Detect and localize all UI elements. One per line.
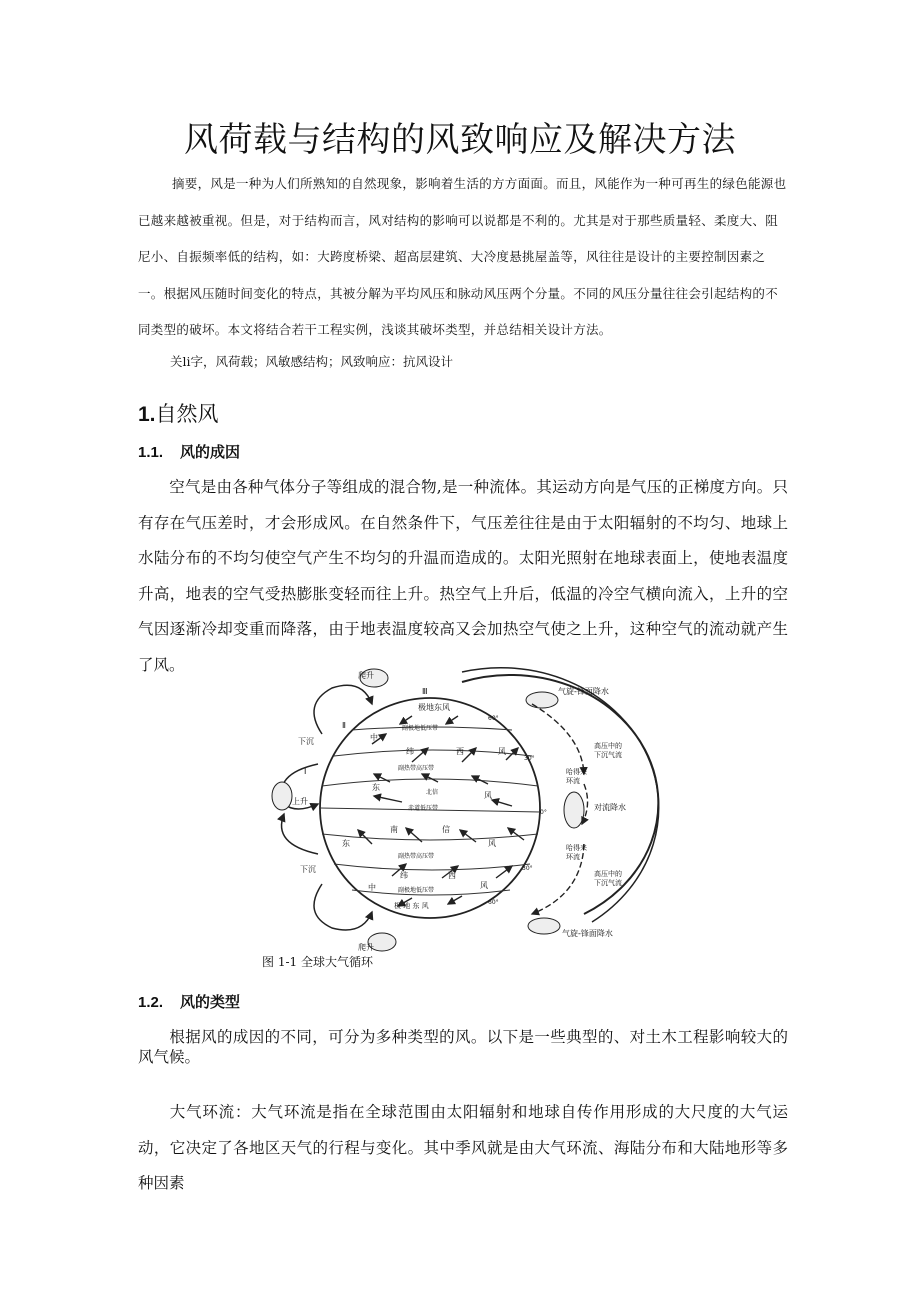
label-lat60-top: 60° (488, 715, 499, 722)
label-polar-east-top: 极地东风 (418, 703, 450, 712)
label-lat30-top: 30° (524, 755, 535, 762)
section-1-2-text-2: 大气环流：大气环流是指在全球范围由太阳辐射和地球自传作用形成的大尺度的大气运动，它决定了各地区天气的行程与变化。其中季风就是由大气环流、海陆分布和大陆地形等多种因素 (138, 1103, 788, 1192)
label-sink-top: 下沉 (298, 737, 314, 746)
label-nan: 南 (390, 825, 398, 834)
keywords: 关li字，风荷载；风敏感结构；风致响应：抗风设计 (170, 354, 453, 369)
label-subpolar-low-bottom: 副极地低压带 (398, 887, 435, 894)
section-1-title: 自然风 (155, 402, 219, 426)
global-circulation-diagram (262, 664, 662, 952)
section-1-1-heading (138, 441, 240, 462)
label-hadley-top: 哈得来环流 (566, 768, 587, 785)
section-1-2-title: 风的类型 (180, 994, 241, 1011)
section-1-2-paragraph-1 (138, 1027, 788, 1067)
section-1-2-text-1: 根据风的成因的不同，可分为多种类型的风。以下是一些典型的、对土木工程影响较大的风气候。 (138, 1028, 788, 1066)
section-1-1-title: 风的成因 (180, 444, 241, 461)
label-climb-top: 爬升 (358, 671, 374, 680)
section-1-2-number: 1.2. (138, 994, 164, 1011)
section-1-1-number: 1.1. (138, 444, 164, 461)
document-title: 风荷载与结构的风致响应及解决方法 (184, 120, 736, 160)
section-1-1-paragraph (138, 470, 788, 683)
global-circulation-figure (262, 664, 662, 952)
label-xi-top: 西 (456, 747, 464, 756)
label-rise: 上升 (292, 797, 308, 806)
label-wei-bottom: 纬 (400, 871, 408, 880)
label-feng-mid: 风 (484, 791, 492, 800)
label-dong-1: 东 (372, 783, 380, 792)
label-lat60-bottom: 60° (488, 899, 499, 906)
label-climb-bottom: 爬升 (358, 943, 374, 952)
label-feng-top: 风 (498, 747, 506, 756)
section-1-2-paragraph-2 (138, 1095, 788, 1202)
label-subpolar-low-top: 副极地低压带 (402, 725, 439, 732)
label-cell-iii-top: Ⅲ (422, 687, 428, 696)
label-subtrop-high-bottom: 副热带高压带 (398, 853, 435, 860)
section-1-1-text: 空气是由各种气体分子等组成的混合物,是一种流体。其运动方向是气压的正梯度方向。只有存在气压差时，才会形成风。在自然条件下，气压差往往是由于太阳辐射的不均匀、地球上水陆分布的不均匀使空气产生不均匀的升温而造成的。太阳光照射在地球表面上，使地表温度升高，地表的空气受热膨胀变轻而往上升。热空气上升后，低温的冷空气横向流入，上升的空气因逐渐冷却变重而降落，由于地表温度较高又会加热空气使之上升，这种空气的流动就产生了风。 (138, 478, 788, 674)
section-1-heading (138, 398, 219, 428)
label-high-sink-top: 高压中的下沉气流 (594, 742, 622, 759)
abstract-text: 摘要，风是一种为人们所熟知的自然现象，影响着生活的方方面面。而且，风能作为一种可再生的绿色能源也已越来越被重视。但是，对于结构而言，风对结构的影响可以说都是不利的。尤其是对于那些质量轻、柔度大、阻尼小、自振频率低的结构，如：大跨度桥梁、超高层建筑、大冷度悬挑屋盖等，风往往是设计的主要控制因素之一。根据风压随时间变化的特点，其被分解为平均风压和脉动风压两个分量。不同的风压分量往往会引起结构的不同类型的破坏。本文将结合若干工程实例，浅谈其破坏类型，并总结相关设计方法。 (138, 176, 787, 337)
label-cell-ii-top: Ⅱ (342, 721, 346, 730)
label-mid-bottom: 中 (368, 883, 376, 892)
label-equator-low: 赤道低压带 (408, 805, 439, 812)
label-sink-bottom: 下沉 (300, 865, 316, 874)
label-mid-top: 中 (370, 733, 378, 742)
label-hadley-bottom: 哈得来环流 (566, 844, 587, 861)
label-cyclone-front-bottom: 气旋-锋面降水 (562, 929, 613, 938)
figure-caption: 图 1-1 全球大气循环 (262, 955, 373, 969)
label-lat30-bottom: 30° (522, 865, 533, 872)
label-polar-east-bottom: 极 地 东 风 (394, 902, 429, 910)
section-1-2-heading (138, 991, 240, 1012)
label-beixin: 北信 (426, 789, 439, 796)
label-wei-top: 纬 (406, 747, 414, 756)
label-xin: 信 (442, 825, 450, 834)
label-cell-i: Ⅰ (304, 767, 307, 776)
label-xi-bottom: 西 (448, 871, 456, 880)
label-feng-low: 风 (488, 839, 496, 848)
abstract (138, 166, 788, 349)
label-lat0: 0° (540, 809, 547, 816)
label-feng-bottom: 风 (480, 881, 488, 890)
label-dong-2: 东 (342, 839, 350, 848)
circulation-cells (282, 685, 372, 930)
section-1-number: 1. (138, 403, 156, 426)
label-subtrop-high-top: 副热带高压带 (398, 765, 435, 772)
label-cyclone-front-top: 气旋-锋面降水 (558, 687, 609, 696)
label-convection-rain: 对流降水 (594, 803, 626, 812)
label-high-sink-bottom: 高压中的下沉气流 (594, 870, 622, 887)
